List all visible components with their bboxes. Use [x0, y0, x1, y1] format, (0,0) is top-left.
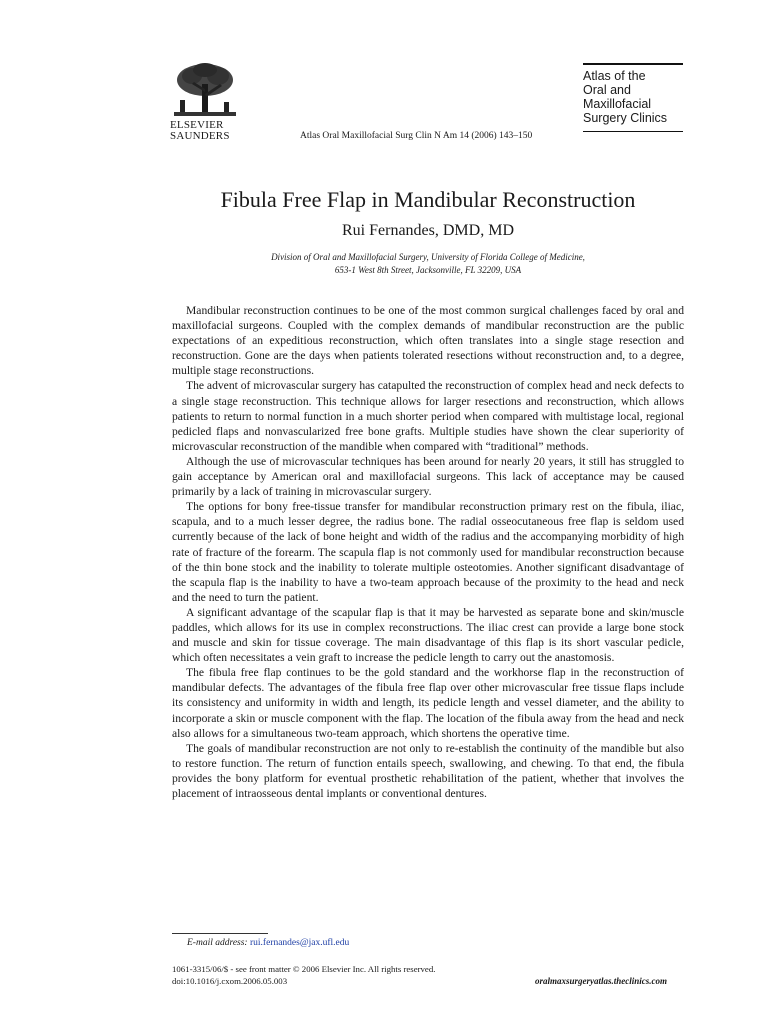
journal-title-line: Atlas of the [583, 69, 646, 83]
journal-citation: Atlas Oral Maxillofacial Surg Clin N Am 14 (2006) 143–150 [300, 131, 533, 141]
affiliation-line: Division of Oral and Maxillofacial Surgery, University of Florida College of Medicine, [271, 252, 585, 262]
journal-title-line: Surgery Clinics [583, 111, 668, 125]
body-paragraph: The goals of mandibular reconstruction are not only to re-establish the continuity of the mandible but also to restore function. The return of function entails speech, swallowing, and chewing. To that end, the fibula provides the bony platform for eventual prosthetic rehabilitation of the patient, whether that involves the placement of intraosseous dental implants or conventional dentures. [172, 741, 684, 800]
body-paragraph: The fibula free flap continues to be the gold standard and the workhorse flap in the reconstruction of mandibular defects. The advantages of the fibula free flap over other microvascular free tissue flaps include its consistency and uniformity in width and length, its pedicle length and vessel diameter, and the ability to incorporate a skin or muscle component with the flap. The location of the fibula away from the head and neck also allows for a simultaneous two-team approach, which shortens the operative time. [172, 666, 684, 740]
author-affiliation [0, 251, 768, 277]
top-rule [583, 63, 683, 65]
footnote-divider [172, 933, 268, 934]
body-paragraph: Although the use of microvascular techniques has been around for nearly 20 years, it still has struggled to gain acceptance by American oral and maxillofacial surgeons. This lack of acceptance may be caused primarily by a lack of training in microvascular surgery. [172, 454, 684, 499]
author-email-link[interactable]: rui.fernandes@jax.ufl.edu [249, 938, 350, 948]
publisher-name: ELSEVIER [170, 119, 224, 131]
journal-title-line: Oral and [583, 83, 631, 97]
body-paragraph: Mandibular reconstruction continues to be one of the most common surgical challenges faced by oral and maxillofacial surgeons. Coupled with the complex demands of mandibular reconstruction are the public expectations of an expeditious reconstruction, which often translates into a single stage resection and reconstruction. Gone are the days when patients tolerated resections without reconstruction and, to a degree, multiple stage reconstructions. [172, 304, 684, 378]
journal-website: oralmaxsurgeryatlas.theclinics.com [535, 976, 668, 986]
affiliation-line: 653-1 West 8th Street, Jacksonville, FL 32209, USA [334, 265, 522, 275]
publisher-logo [170, 62, 240, 140]
body-paragraph: The options for bony free-tissue transfer for mandibular reconstruction primary rest on the fibula, iliac, scapula, and to a much lesser degree, the radius bone. The radial osseocutaneous free flap is seldom used currently because of the lack of bone height and width of the radius and the accompanying morbidity of high rate of fracture of the forearm. The scapula flap is not commonly used for mandibular reconstruction because of the thin bone stock and the inability to tolerate multiple osteotomies. Another significant disadvantage of the scapula flap is the inability to have a two-team approach because of the proximity to the head and neck and the need to turn the patient. [172, 500, 684, 604]
email-label: E-mail address: [187, 938, 248, 948]
article-body [172, 303, 684, 801]
article-title: Fibula Free Flap in Mandibular Reconstruction [220, 187, 636, 212]
body-paragraph: A significant advantage of the scapular flap is that it may be harvested as separate bone and skin/muscle paddles, which allows for its use in complex reconstructions. The iliac crest can provide a large bone stock and muscle and skin for tissue coverage. The main disadvantage of this flap is its short vascular pedicle, which often necessitates a vein graft to increase the pedicle length to carry out the anastomosis. [172, 605, 684, 665]
body-paragraph: The advent of microvascular surgery has catapulted the reconstruction of complex head and neck defects to a single stage reconstruction. This technique allows for larger resections and reconstruction, which allows patients to return to normal function in a much shorter period when compared with multistage local, regional pedicled flaps and nonvascularized free bone grafts. Multiple studies have shown the clear superiority of microvascular reconstruction of the mandible when compared with “traditional” methods. [172, 379, 684, 453]
elsevier-tree-icon [170, 62, 240, 120]
copyright-block [172, 963, 435, 987]
doi-line: doi:10.1016/j.cxom.2006.05.003 [172, 976, 288, 986]
article-author: Rui Fernandes, DMD, MD [342, 222, 514, 239]
bottom-rule [583, 131, 683, 132]
journal-title-box [583, 63, 683, 132]
publisher-imprint: SAUNDERS [170, 130, 230, 142]
footnote [187, 938, 349, 948]
copyright-line: 1061-3315/06/$ - see front matter © 2006 Elsevier Inc. All rights reserved. [172, 964, 436, 974]
journal-title-line: Maxillofacial [583, 97, 652, 111]
